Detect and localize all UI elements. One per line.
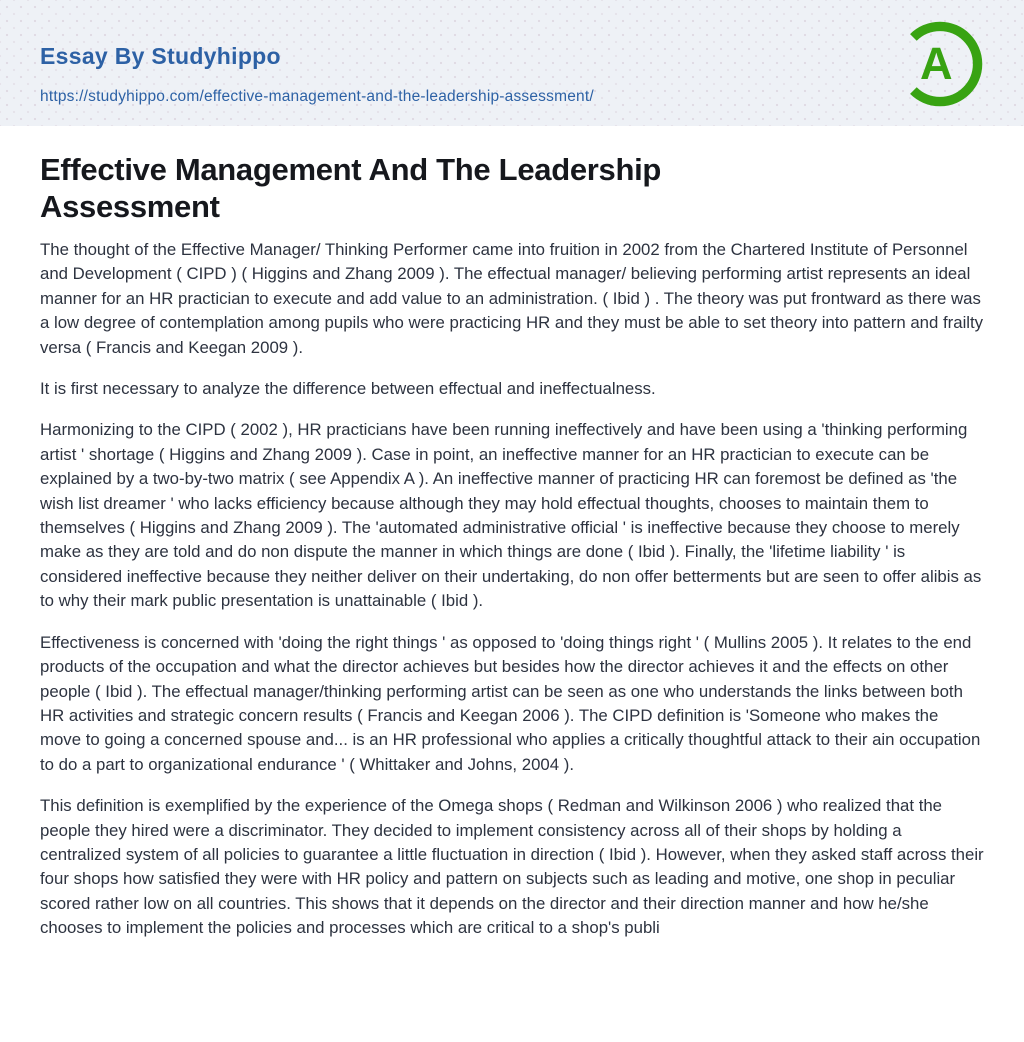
studyhippo-logo-icon [893, 17, 987, 111]
site-header [0, 0, 1024, 126]
essay-content [0, 151, 1024, 941]
essay-url-link[interactable]: https://studyhippo.com/effective-management-and-the-leadership-assessment/ [40, 88, 594, 105]
essay-paragraph: The thought of the Effective Manager/ Thinking Performer came into fruition in 2002 from the Chartered Institute of Personnel and Development ( CIPD ) ( Higgins and Zhang 2009 ). The effectual manager/ believing performing artist represents an ideal manner for an HR practician to execute and add value to an administration. ( Ibid ) . The theory was put frontward as there was a low degree of contemplation among pupils who were practicing HR and they must be able to set theory into pattern and frailty versa ( Francis and Keegan 2009 ). [40, 240, 984, 357]
essay-paragraph: It is first necessary to analyze the difference between effectual and ineffectualness. [40, 379, 656, 399]
logo-letter: A [919, 38, 953, 90]
essay-paragraph: Harmonizing to the CIPD ( 2002 ), HR practicians have been running ineffectively and have been using a 'thinking performing artist ' shortage ( Higgins and Zhang 2009 ). Case in point, an ineffective manner for an HR practician to execute can be explained by a two-by-two matrix ( see Appendix A ). An ineffective manner of practicing HR can foremost be defined as 'the wish list dreamer ' who lacks efficiency because although they may hold effectual thoughts, chooses to maintain them to themselves ( Higgins and Zhang 2009 ). The 'automated administrative official ' is ineffective because they choose to merely make as they are told and do non dispute the manner in which things are done ( Ibid ). Finally, the 'lifetime liability ' is considered ineffective because they neither deliver on their undertaking, do non offer betterments but are seen to offer alibis as to why their mark public presentation is unattainable ( Ibid ). [40, 420, 982, 611]
essay-paragraph: Effectiveness is concerned with 'doing the right things ' as opposed to 'doing things right ' ( Mullins 2005 ). It relates to the end products of the occupation and what the director achieves but besides how the director achieves it and the effects on other people ( Ibid ). The effectual manager/thinking performing artist can be seen as one who understands the links between both HR activities and strategic concern results ( Francis and Keegan 2006 ). The CIPD definition is 'Someone who makes the move to going a concerned spouse and... is an HR professional who applies a critically thoughtful attack to their ain occupation to do a part to organizational endurance ' ( Whittaker and Johns, 2004 ). [40, 632, 981, 774]
site-label: Essay By Studyhippo [40, 43, 281, 69]
essay-title: Effective Management And The Leadership Assessment [40, 152, 662, 224]
essay-paragraph: This definition is exemplified by the experience of the Omega shops ( Redman and Wilkinson 2006 ) who realized that the people they hired were a discriminator. They decided to implement consistency across all of their shops by holding a centralized system of all policies to guarantee a little fluctuation in direction ( Ibid ). However, when they asked staff across their four shops how satisfied they were with HR policy and pattern on subjects such as leading and motive, one shop in peculiar scored rather low on all countries. This shows that it depends on the director and their direction manner and how he/she chooses to implement the policies and processes which are critical to a shop's publi [40, 796, 984, 938]
